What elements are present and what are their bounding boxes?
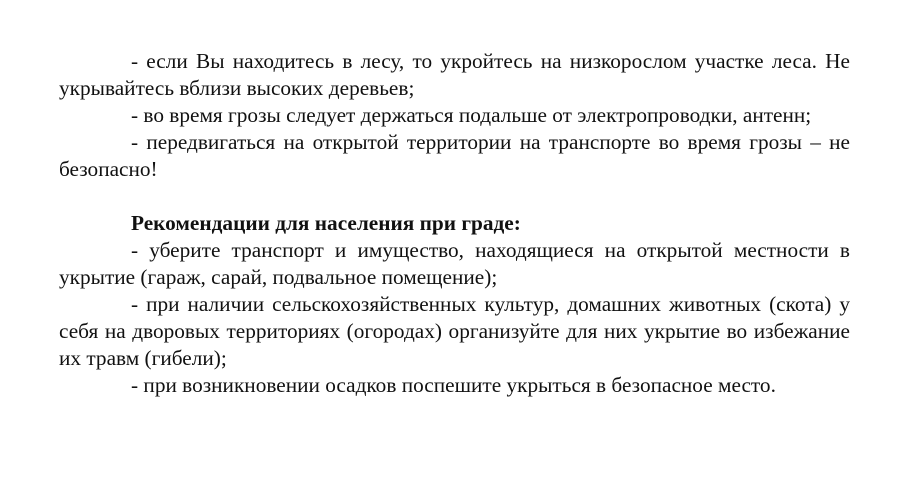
animals-shelter-item: - при наличии сельскохозяйственных культур, домашних животных (скота) у себя на дворовых территориях (огородах) организуйте для них укрытие во избежание их травм (гибели); (59, 292, 850, 370)
transport-danger-item: - передвигаться на открытой территории на транспорте во время грозы – не безопасно! (59, 130, 850, 181)
take-cover-item: - при возникновении осадков поспешите укрыться в безопасное место. (131, 373, 776, 397)
document-page (59, 48, 850, 399)
move-property-item: - уберите транспорт и имущество, находящиеся на открытой местности в укрытие (гараж, сарай, подвальное помещение); (59, 238, 850, 289)
power-lines-item: - во время грозы следует держаться подальше от электропроводки, антенн; (131, 103, 812, 127)
section-spacer (59, 183, 850, 210)
hail-recommendations-heading: Рекомендации для населения при граде: (131, 211, 521, 235)
forest-shelter-item: - если Вы находитесь в лесу, то укройтесь на низкорослом участке леса. Не укрывайтесь вблизи высоких деревьев; (59, 49, 850, 100)
